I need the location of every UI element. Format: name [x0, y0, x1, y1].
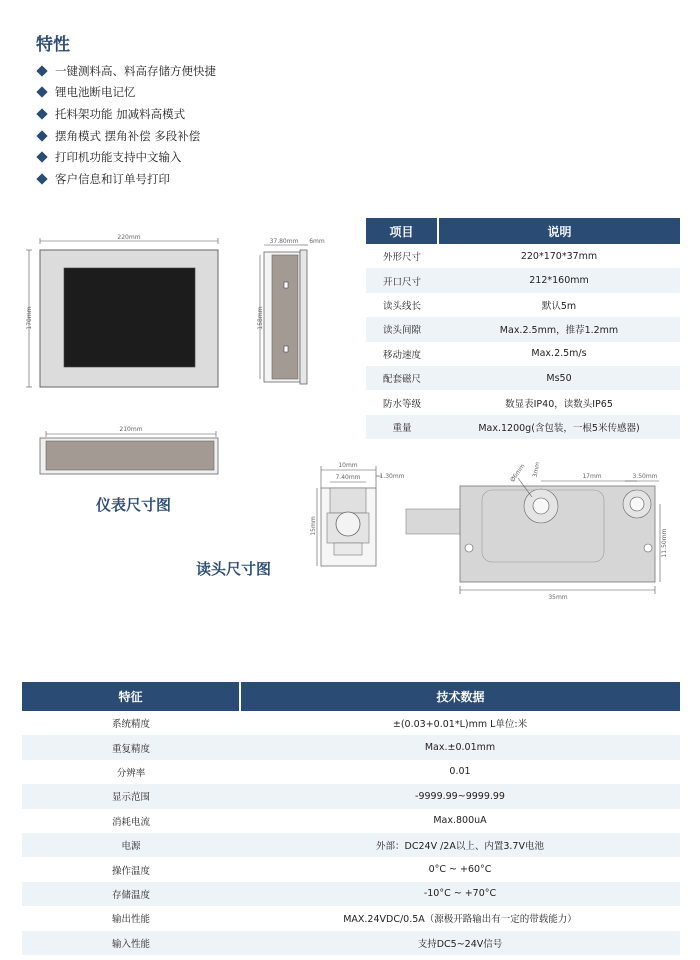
tech-table — [22, 682, 680, 955]
spec-value: Max.2.5m/s — [531, 348, 587, 360]
table-row — [366, 390, 680, 414]
spec-value: Max.2.5mm，推荐1.2mm — [438, 317, 680, 341]
side-lip-dim: 6mm — [309, 238, 325, 245]
reader-width-740-dim: 7.40mm — [335, 474, 361, 481]
tech-value: 外部：DC24V /2A以上、内置3.7V电池 — [240, 833, 680, 857]
tech-key: 操作温度 — [111, 865, 150, 877]
reader-width-130-dim: 1.30mm — [379, 473, 405, 480]
reader-3-dim: 3mm — [531, 461, 542, 478]
spec-table — [366, 218, 680, 439]
front-height-dim: 170mm — [26, 306, 33, 330]
table-row — [22, 735, 680, 759]
table-row — [22, 784, 680, 808]
spec-header-desc: 说明 — [438, 218, 680, 244]
table-row — [366, 317, 680, 341]
tech-value: Max.800uA — [433, 815, 487, 827]
table-row — [366, 244, 680, 268]
feature-item: 客户信息和订单号打印 — [36, 168, 216, 190]
table-row — [22, 882, 680, 906]
spec-key: 防水等级 — [382, 398, 421, 410]
table-row — [22, 833, 680, 857]
tech-value: ±(0.03+0.01*L)mm L单位:米 — [392, 719, 528, 731]
spec-key: 外形尺寸 — [382, 252, 421, 264]
meter-bottom-view — [40, 431, 218, 474]
tech-value: 0.01 — [449, 766, 471, 778]
spec-key: 重量 — [366, 415, 438, 439]
tech-key: 消耗电流 — [111, 816, 150, 828]
tech-key: 重复精度 — [22, 735, 240, 759]
front-width-dim: 220mm — [117, 234, 141, 241]
table-row — [22, 931, 680, 955]
reader-diameter-dim: Ø6mm — [509, 462, 527, 484]
table-row — [366, 366, 680, 390]
tech-key: 电源 — [22, 833, 240, 857]
table-row — [22, 857, 680, 881]
tech-value: 0°C ~ +60°C — [428, 864, 492, 876]
spec-key: 读头间隙 — [366, 317, 438, 341]
tech-key: 分辨率 — [116, 767, 146, 779]
table-row — [22, 809, 680, 833]
meter-diagram-label: 仪表尺寸图 — [96, 496, 172, 514]
reader-35-dim: 35mm — [548, 594, 568, 601]
spec-value: 212*160mm — [438, 268, 680, 292]
spec-key: 配套磁尺 — [366, 366, 438, 390]
table-row — [22, 711, 680, 735]
spec-value: Ms50 — [438, 366, 680, 390]
table-row — [366, 342, 680, 366]
tech-value: -10°C ~ +70°C — [240, 882, 680, 906]
spec-key: 开口尺寸 — [366, 268, 438, 292]
feature-item: 打印机功能支持中文输入 — [36, 146, 216, 168]
reader-17-dim: 17mm — [582, 473, 602, 480]
spec-value: 默认5m — [541, 300, 577, 312]
tech-value: MAX.24VDC/0.5A（源极开路输出有一定的带载能力） — [343, 914, 577, 926]
reader-height-dim: 15mm — [310, 516, 317, 536]
spec-header-item: 项目 — [366, 218, 438, 244]
tech-header-data: 技术数据 — [240, 682, 680, 711]
meter-side-view — [260, 245, 308, 384]
reader-width-10-dim: 10mm — [338, 462, 358, 469]
table-row — [366, 268, 680, 292]
table-row — [22, 906, 680, 930]
reader-350-dim: 3.50mm — [632, 473, 658, 480]
tech-value: Max.±0.01mm — [240, 735, 680, 759]
feature-item: 托料架功能 加减料高模式 — [36, 103, 216, 125]
spec-value: 220*170*37mm — [520, 250, 598, 262]
tech-key: 输出性能 — [111, 914, 150, 926]
table-row — [366, 293, 680, 317]
spec-key: 移动速度 — [382, 349, 421, 361]
spec-header-row — [366, 218, 680, 244]
feature-item: 锂电池断电记忆 — [36, 82, 216, 104]
reader-1150-dim: 11.50mm — [661, 528, 668, 558]
meter-front-view — [26, 238, 218, 387]
table-row — [22, 760, 680, 784]
tech-key: 存储温度 — [22, 882, 240, 906]
table-row — [366, 415, 680, 439]
spec-value: 数显表IP40，读数头IP65 — [505, 398, 613, 410]
spec-key: 读头线长 — [382, 300, 421, 312]
tech-key: 显示范围 — [22, 784, 240, 808]
reader-side-view — [317, 466, 382, 566]
side-depth-dim: 37.80mm — [269, 238, 299, 245]
tech-key: 系统精度 — [111, 719, 150, 731]
tech-key: 输入性能 — [22, 931, 240, 955]
side-height-dim: 158mm — [257, 306, 264, 330]
section-title: 特性 — [36, 35, 70, 55]
tech-header-row — [22, 682, 680, 711]
bottom-width-dim: 210mm — [119, 426, 143, 433]
reader-top-view — [406, 478, 660, 594]
reader-diagram-label: 读头尺寸图 — [196, 560, 272, 578]
tech-header-feature: 特征 — [22, 682, 240, 711]
feature-item: 一键测料高、料高存储方便快捷 — [36, 60, 216, 82]
spec-value: Max.1200g(含包装，一根5米传感器) — [438, 415, 680, 439]
tech-value: 支持DC5~24V信号 — [240, 931, 680, 955]
feature-item: 摆角模式 摆角补偿 多段补偿 — [36, 125, 216, 147]
tech-value: -9999.99~9999.99 — [240, 784, 680, 808]
